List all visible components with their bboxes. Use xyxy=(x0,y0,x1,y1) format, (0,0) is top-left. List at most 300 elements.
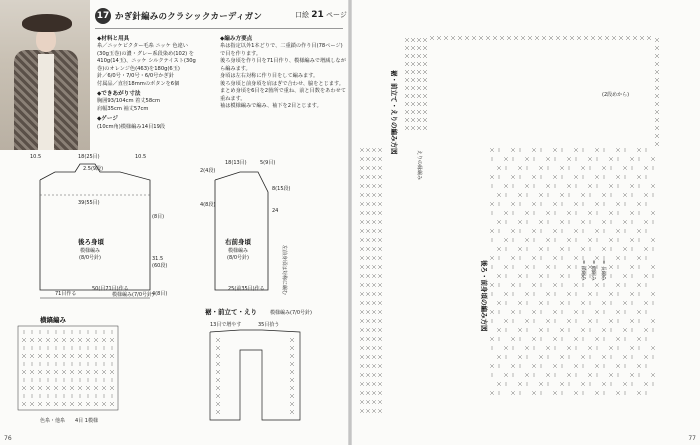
chart-stitch-mark xyxy=(486,36,490,40)
chart-stitch-mark xyxy=(655,78,659,82)
chart-stitch-mark xyxy=(423,78,427,82)
stitch-mark xyxy=(62,338,66,342)
inner-shirt xyxy=(38,54,54,150)
chart-stitch-mark xyxy=(417,70,421,74)
back-body-title: 後ろ身頃 xyxy=(78,238,104,246)
chart-stitch-mark xyxy=(574,202,578,206)
chart-stitch-mark xyxy=(644,193,648,197)
chart-stitch-mark xyxy=(372,265,376,269)
chart-stitch-mark xyxy=(602,382,606,386)
chart-stitch-mark xyxy=(560,193,564,197)
chart-stitch-mark xyxy=(366,391,370,395)
stitch-mark xyxy=(110,370,114,374)
chart-stitch-mark xyxy=(567,211,571,215)
chart-stitch-mark xyxy=(595,148,599,152)
chart-stitch-mark xyxy=(423,118,427,122)
band-stitch-mark xyxy=(216,402,220,406)
stitch-mark xyxy=(62,402,66,406)
chart-stitch-mark xyxy=(366,400,370,404)
chart-stitch-mark xyxy=(591,36,595,40)
right-page-number: 77 xyxy=(688,435,696,442)
chart-stitch-mark xyxy=(366,319,370,323)
chart-stitch-mark xyxy=(366,175,370,179)
chart-stitch-mark xyxy=(574,283,578,287)
stitch-mark xyxy=(46,386,50,390)
chart-stitch-mark xyxy=(560,382,564,386)
chart-stitch-mark xyxy=(644,355,648,359)
chart-stitch-mark xyxy=(405,110,409,114)
chart-stitch-mark xyxy=(595,337,599,341)
chart-stitch-mark xyxy=(378,355,382,359)
chart-stitch-mark xyxy=(366,364,370,368)
chart-stitch-mark xyxy=(405,62,409,66)
chart-stitch-mark xyxy=(360,409,364,413)
chart-stitch-mark xyxy=(560,301,564,305)
band-sub: 模様編み(7/0号針) xyxy=(270,310,312,316)
chart-stitch-mark xyxy=(366,256,370,260)
chart-stitch-mark xyxy=(372,238,376,242)
dim-armhole: (8目) xyxy=(152,214,165,220)
chart-stitch-mark xyxy=(581,328,585,332)
chart-stitch-mark xyxy=(539,193,543,197)
stitch-chart-grid xyxy=(22,330,114,406)
chart-stitch-mark xyxy=(378,391,382,395)
chart-stitch-mark xyxy=(417,54,421,58)
chart-stitch-mark xyxy=(525,319,529,323)
chart-stitch-mark xyxy=(366,184,370,188)
chart-stitch-mark xyxy=(411,102,415,106)
chart-stitch-mark xyxy=(637,364,641,368)
chart-stitch-mark xyxy=(563,36,567,40)
chart-stitch-mark xyxy=(360,184,364,188)
stitch-mark xyxy=(94,402,98,406)
chart-stitch-mark xyxy=(360,274,364,278)
chart-stitch-mark xyxy=(525,238,529,242)
chart-stitch-mark xyxy=(378,229,382,233)
band-stitch-mark xyxy=(290,370,294,374)
chart-stitch-mark xyxy=(360,265,364,269)
chart-stitch-mark xyxy=(511,148,515,152)
chart-stitch-mark xyxy=(511,256,515,260)
chart-stitch-mark xyxy=(423,46,427,50)
chart-stitch-mark xyxy=(405,70,409,74)
chart-stitch-mark xyxy=(372,256,376,260)
stitch-mark xyxy=(22,370,26,374)
chart-stitch-mark xyxy=(360,391,364,395)
chart-stitch-mark xyxy=(525,292,529,296)
chart-stitch-mark xyxy=(366,373,370,377)
chart-stitch-mark xyxy=(574,175,578,179)
band-stitch-grid xyxy=(216,338,294,414)
stitch-mark xyxy=(70,354,74,358)
band-stitch-mark xyxy=(216,410,220,414)
gauge-heading: ◆ゲージ xyxy=(97,116,118,123)
legend-repeat: 4目 1模様 xyxy=(75,418,98,424)
chart-stitch-mark xyxy=(553,175,557,179)
chart-stitch-mark xyxy=(581,193,585,197)
chart-stitch-mark xyxy=(411,38,415,42)
stitch-mark xyxy=(86,338,90,342)
chart-stitch-mark xyxy=(490,202,494,206)
title-row xyxy=(95,8,262,24)
chart-stitch-mark xyxy=(372,175,376,179)
stitch-mark xyxy=(70,338,74,342)
left-page xyxy=(0,0,348,445)
chart-stitch-mark xyxy=(423,102,427,106)
chart-stitch-mark xyxy=(644,247,648,251)
stitch-mark xyxy=(86,402,90,406)
chart-stitch-mark xyxy=(584,36,588,40)
chart-stitch-mark xyxy=(366,247,370,251)
materials-heading: ◆材料と用具 xyxy=(97,36,130,42)
band-top-right-label: 35目拾う xyxy=(258,322,280,328)
chart-stitch-mark xyxy=(539,382,543,386)
chart-stitch-mark xyxy=(637,175,641,179)
chart-stitch-mark xyxy=(637,148,641,152)
stitch-mark xyxy=(46,354,50,358)
chart-stitch-mark xyxy=(574,256,578,260)
chart-stitch-mark xyxy=(560,166,564,170)
dim-hem-depth: 4(8目) xyxy=(152,291,168,297)
chart-stitch-mark xyxy=(525,265,529,269)
chart-stitch-mark xyxy=(532,391,536,395)
chart-stitch-mark xyxy=(633,36,637,40)
chart-stitch-mark xyxy=(574,364,578,368)
chart-stitch-mark xyxy=(518,328,522,332)
dim-shoulder-left: 10.5 xyxy=(30,154,42,160)
chart-stitch-mark xyxy=(360,400,364,404)
chart-stitch-mark xyxy=(366,346,370,350)
stitch-mark xyxy=(110,354,114,358)
chart-stitch-mark xyxy=(542,36,546,40)
chart-stitch-mark xyxy=(490,337,494,341)
stitch-mark xyxy=(30,370,34,374)
chart-stitch-mark xyxy=(405,94,409,98)
legend-double: = 長編み xyxy=(600,260,606,281)
chart-stitch-mark xyxy=(360,157,364,161)
chart-stitch-mark xyxy=(430,36,434,40)
chart-stitch-mark xyxy=(493,36,497,40)
stitch-mark xyxy=(94,370,98,374)
chart-stitch-mark xyxy=(497,274,501,278)
stitch-mark xyxy=(54,338,58,342)
chart-stitch-mark xyxy=(378,400,382,404)
collar-edge-note: えりの縁編み xyxy=(416,150,422,181)
chart-stitch-mark xyxy=(588,211,592,215)
stitch-mark xyxy=(30,402,34,406)
chart-stitch-mark xyxy=(479,36,483,40)
chart-stitch-mark xyxy=(366,409,370,413)
chart-stitch-mark xyxy=(511,229,515,233)
chart-stitch-mark xyxy=(360,310,364,314)
stitch-mark xyxy=(38,402,42,406)
chart-stitch-mark xyxy=(616,310,620,314)
stitch-mark xyxy=(22,386,26,390)
chart-stitch-mark xyxy=(511,175,515,179)
stitch-mark xyxy=(78,386,82,390)
chart-stitch-mark xyxy=(549,36,553,40)
chart-stitch-mark xyxy=(567,319,571,323)
chart-stitch-mark xyxy=(532,202,536,206)
chart-stitch-mark xyxy=(372,319,376,323)
chart-stitch-mark xyxy=(378,337,382,341)
chart-stitch-mark xyxy=(504,211,508,215)
chart-stitch-mark xyxy=(609,373,613,377)
chart-stitch-mark xyxy=(378,283,382,287)
chart-stitch-mark xyxy=(372,148,376,152)
band-stitch-mark xyxy=(290,386,294,390)
chart-stitch-mark xyxy=(372,364,376,368)
chart-stitch-mark xyxy=(423,70,427,74)
chart-stitch-mark xyxy=(655,38,659,42)
chart-stitch-mark xyxy=(366,382,370,386)
hat-shape xyxy=(22,14,72,32)
back-hem-note: 模様編み(7/0号針) xyxy=(112,292,154,298)
band-title: 裾・前立て・えり xyxy=(205,308,257,316)
stitch-mark xyxy=(110,386,114,390)
chart-stitch-mark xyxy=(405,86,409,90)
chart-stitch-mark xyxy=(616,283,620,287)
stitch-mark xyxy=(38,354,42,358)
chart-stitch-mark xyxy=(560,274,564,278)
chart-stitch-mark xyxy=(626,36,630,40)
chart-stitch-mark xyxy=(532,310,536,314)
stitch-mark xyxy=(102,386,106,390)
gauge-body: (10cm角)模様編み14目19段 xyxy=(97,123,166,130)
chart-stitch-mark xyxy=(588,373,592,377)
dim-neck-depth: 2.5(9段) xyxy=(83,166,104,172)
chart-stitch-mark xyxy=(655,118,659,122)
chart-stitch-mark xyxy=(655,142,659,146)
chart-stitch-mark xyxy=(623,166,627,170)
chart-stitch-mark xyxy=(539,166,543,170)
chart-stitch-mark xyxy=(556,36,560,40)
chart-stitch-mark xyxy=(539,328,543,332)
chart-stitch-mark xyxy=(411,70,415,74)
stitch-mark xyxy=(70,386,74,390)
chart-stitch-mark xyxy=(360,346,364,350)
band-chart-title: 裾・前立て・えりの編み方図 xyxy=(390,70,398,155)
chart-stitch-mark xyxy=(655,102,659,106)
band-stitch-mark xyxy=(290,394,294,398)
stitch-mark xyxy=(62,354,66,358)
chart-stitch-mark xyxy=(567,184,571,188)
chart-stitch-mark xyxy=(366,229,370,233)
chart-stitch-mark xyxy=(465,36,469,40)
chart-stitch-mark xyxy=(567,265,571,269)
chart-stitch-mark xyxy=(609,211,613,215)
chart-stitch-mark xyxy=(417,102,421,106)
chart-stitch-mark xyxy=(651,157,655,161)
chart-stitch-mark xyxy=(411,78,415,82)
chart-stitch-mark xyxy=(366,166,370,170)
chart-stitch-mark xyxy=(497,247,501,251)
title-divider xyxy=(95,28,343,29)
chart-stitch-mark xyxy=(567,346,571,350)
chart-stitch-mark xyxy=(518,247,522,251)
stitch-mark xyxy=(78,402,82,406)
chart-stitch-mark xyxy=(411,110,415,114)
chart-stitch-mark xyxy=(521,36,525,40)
chart-stitch-mark xyxy=(360,355,364,359)
chart-stitch-mark xyxy=(539,355,543,359)
chart-stitch-mark xyxy=(360,247,364,251)
chart-stitch-mark xyxy=(511,283,515,287)
chart-stitch-mark xyxy=(577,36,581,40)
chart-stitch-mark xyxy=(360,364,364,368)
chart-stitch-mark xyxy=(366,301,370,305)
chart-stitch-mark xyxy=(405,78,409,82)
chart-stitch-mark xyxy=(602,166,606,170)
body-chart-title: 後ろ・前身頃の編み方図 xyxy=(480,260,488,332)
chart-stitch-mark xyxy=(511,202,515,206)
chart-stitch-mark xyxy=(490,283,494,287)
chart-stitch-mark xyxy=(630,211,634,215)
chart-stitch-mark xyxy=(405,54,409,58)
points-body: 糸は指定以外1本どりで、二重鎖の作り目(78ページ)で目を作ります。 後ろ身頃を作り目を71目作り、模様編みで増減しながら編みます。 身頃は左右対称に作り目をして編みます。 後ろ身頃と前身頃を肩はぎで合わせ、脇をとじます。 まとめ身頃を6目を2箇所で重ね、前と目数をあわせて重ねます。 袖は模様編みで編み、袖下を2目とじます。 xyxy=(220,43,346,110)
chart-stitch-mark xyxy=(616,337,620,341)
chart-stitch-mark xyxy=(497,328,501,332)
chart-stitch-mark xyxy=(366,148,370,152)
chart-stitch-mark xyxy=(644,220,648,224)
stitch-mark xyxy=(54,386,58,390)
chart-stitch-mark xyxy=(609,238,613,242)
legend-chain: = 鎖編み xyxy=(580,260,586,281)
chart-stitch-mark xyxy=(546,346,550,350)
chart-stitch-mark xyxy=(372,337,376,341)
legend-color: 色糸・他糸 xyxy=(40,418,66,424)
chart-stitch-mark xyxy=(378,166,382,170)
finished-size-body: 胸囲93/104cm 着丈58cm 肩幅35cm 袖丈57cm xyxy=(97,98,161,112)
chart-stitch-mark xyxy=(595,364,599,368)
stitch-mark xyxy=(22,338,26,342)
chart-stitch-mark xyxy=(372,373,376,377)
chart-stitch-mark xyxy=(532,364,536,368)
chart-stitch-mark xyxy=(623,220,627,224)
chart-stitch-mark xyxy=(378,319,382,323)
chart-stitch-mark xyxy=(602,301,606,305)
chart-stitch-mark xyxy=(588,238,592,242)
chart-stitch-mark xyxy=(602,247,606,251)
chart-stitch-mark xyxy=(372,283,376,287)
band-stitch-mark xyxy=(290,402,294,406)
chart-stitch-mark xyxy=(553,337,557,341)
chart-stitch-mark xyxy=(372,382,376,386)
chart-stitch-mark xyxy=(360,337,364,341)
chart-stitch-mark xyxy=(595,229,599,233)
chart-stitch-mark xyxy=(372,202,376,206)
crochet-chart-diagram xyxy=(352,0,700,445)
chart-stitch-mark xyxy=(490,391,494,395)
chart-stitch-mark xyxy=(511,310,515,314)
chart-stitch-mark xyxy=(372,157,376,161)
stitch-mark xyxy=(38,370,42,374)
points-column xyxy=(220,33,346,111)
chart-stitch-mark xyxy=(560,328,564,332)
chart-stitch-mark xyxy=(602,193,606,197)
chart-stitch-mark xyxy=(644,328,648,332)
chart-stitch-mark xyxy=(630,265,634,269)
chart-stitch-mark xyxy=(360,256,364,260)
chart-stitch-mark xyxy=(567,238,571,242)
front-body-sub1: 模様編み xyxy=(228,248,249,254)
chart-stitch-mark xyxy=(630,184,634,188)
chart-stitch-mark xyxy=(366,202,370,206)
chart-stitch-mark xyxy=(497,301,501,305)
chart-stitch-mark xyxy=(609,346,613,350)
dim-shoulder-right: 10.5 xyxy=(135,154,147,160)
chart-stitch-mark xyxy=(360,202,364,206)
chart-stitch-mark xyxy=(644,166,648,170)
chart-stitch-mark xyxy=(378,157,382,161)
chart-stitch-mark xyxy=(417,38,421,42)
chart-stitch-mark xyxy=(546,157,550,161)
chart-stitch-mark xyxy=(504,373,508,377)
chart-stitch-mark xyxy=(497,382,501,386)
chart-stitch-mark xyxy=(553,364,557,368)
dim-body-length: 31.5 xyxy=(152,256,164,262)
chart-stitch-mark xyxy=(546,319,550,323)
chart-stitch-mark xyxy=(511,391,515,395)
chart-stitch-mark xyxy=(644,382,648,386)
band-stitch-mark xyxy=(216,370,220,374)
chart-stitch-mark xyxy=(609,265,613,269)
chart-stitch-mark xyxy=(630,373,634,377)
stitch-mark xyxy=(102,370,106,374)
stitch-mark xyxy=(38,338,42,342)
chart-stitch-mark xyxy=(378,202,382,206)
chart-stitch-mark xyxy=(588,346,592,350)
chart-stitch-mark xyxy=(490,364,494,368)
chart-stitch-mark xyxy=(581,301,585,305)
chart-stitch-mark xyxy=(372,355,376,359)
chart-stitch-mark xyxy=(378,409,382,413)
chart-stitch-mark xyxy=(497,166,501,170)
chart-stitch-mark xyxy=(518,220,522,224)
chart-stitch-mark xyxy=(637,391,641,395)
chart-stitch-mark xyxy=(417,46,421,50)
chart-stitch-mark xyxy=(655,54,659,58)
stitch-mark xyxy=(54,354,58,358)
front-mirror-note: 左前身頃は対称に編む xyxy=(281,245,287,296)
chart-stitch-mark xyxy=(581,355,585,359)
chart-stitch-mark xyxy=(372,193,376,197)
pattern-title: かぎ針編みのクラシックカーディガン xyxy=(115,12,263,22)
chart-stitch-mark xyxy=(378,382,382,386)
chart-stitch-mark xyxy=(581,166,585,170)
right-page xyxy=(352,0,700,445)
stitch-mark xyxy=(86,354,90,358)
band-stitch-mark xyxy=(290,378,294,382)
chart-stitch-mark xyxy=(378,184,382,188)
chart-stitch-mark xyxy=(609,292,613,296)
chart-stitch-mark xyxy=(378,256,382,260)
chart-stitch-mark xyxy=(651,346,655,350)
chart-stitch-mark xyxy=(546,184,550,188)
chart-stitch-mark xyxy=(366,193,370,197)
chart-stitch-mark xyxy=(525,373,529,377)
chart-stitch-mark xyxy=(497,220,501,224)
front-body-title: 右前身頃 xyxy=(225,238,251,246)
schematic-diagram xyxy=(0,150,348,440)
chart-stitch-mark xyxy=(581,382,585,386)
chart-stitch-mark xyxy=(366,211,370,215)
stitch-mark xyxy=(70,402,74,406)
chart-stitch-mark xyxy=(655,70,659,74)
chart-stitch-mark xyxy=(411,62,415,66)
chart-stitch-mark xyxy=(616,391,620,395)
chart-stitch-mark xyxy=(372,328,376,332)
